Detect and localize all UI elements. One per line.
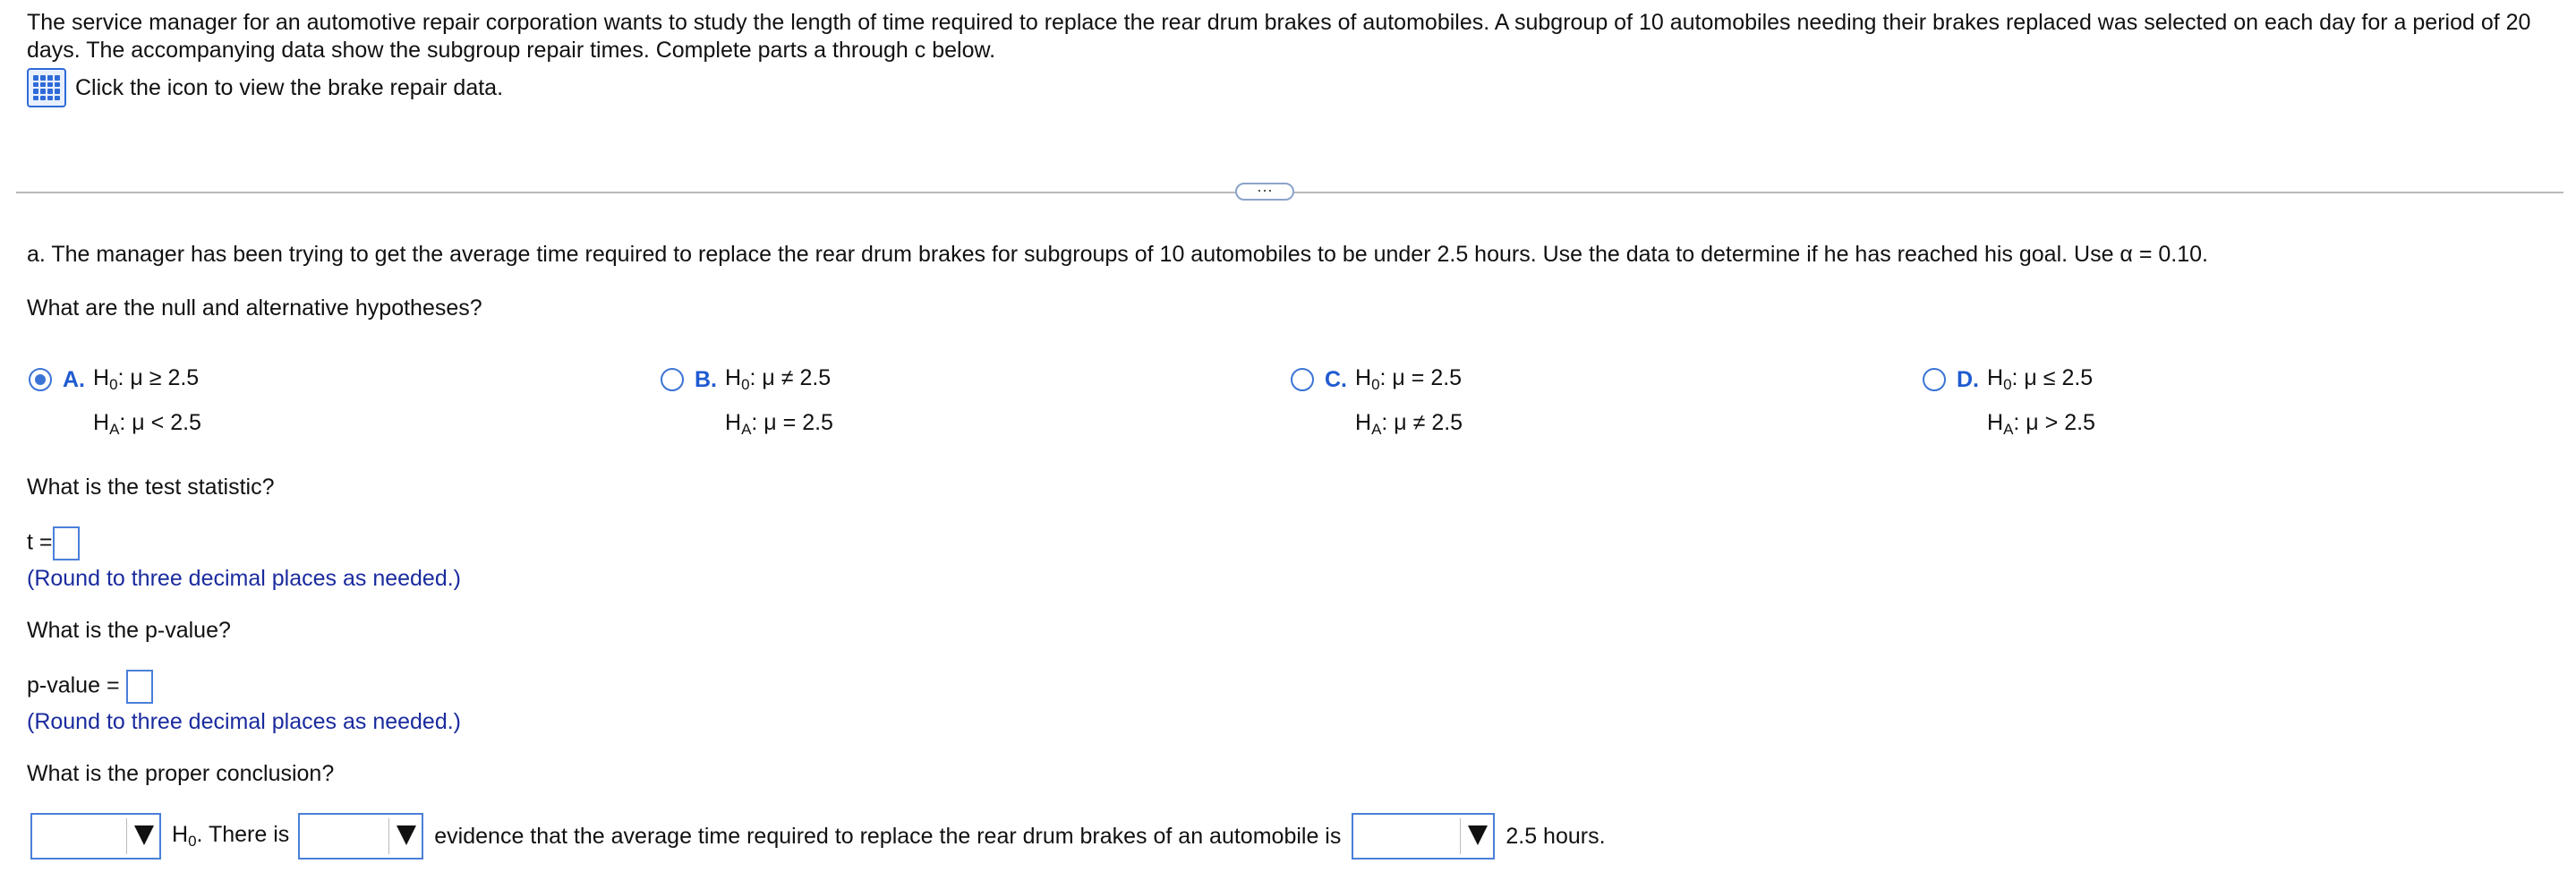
pvalue-answer-input[interactable] — [126, 670, 153, 704]
chevron-down-icon — [1468, 825, 1488, 845]
problem-intro: The service manager for an automotive repair corporation wants to study the length of time required to replace the rear drum brakes of automobiles. A subgroup of 10 automobiles needing their brakes replaced was selected on each day for a period of 20 days. The accompanying data show the subgroup repair times. Complete parts a through c below. — [27, 10, 2531, 63]
t-answer-row — [27, 526, 80, 560]
evidence-dropdown[interactable] — [298, 813, 423, 860]
option-b-h0: $H_0$: μ ≠ 2.5 — [725, 365, 832, 393]
data-link-label: Click the icon to view the brake repair data. — [75, 74, 504, 100]
chevron-down-icon — [134, 825, 154, 845]
option-d[interactable] — [1923, 367, 2095, 449]
pvalue-question: What is the p-value? — [27, 618, 231, 643]
conclusion-h0: $H_0$. There is — [172, 822, 290, 850]
conclusion-evidence-text: evidence that the average time required to replace the rear drum brakes of an automobile is — [434, 823, 1342, 849]
reject-decision-dropdown[interactable] — [30, 813, 161, 860]
option-a-radio[interactable] — [29, 368, 52, 391]
option-b-ha: $H_A$: μ = 2.5 — [725, 410, 833, 438]
option-c-ha: $H_A$: μ ≠ 2.5 — [1355, 410, 1463, 438]
hypotheses-question: What are the null and alternative hypotheses? — [27, 295, 482, 321]
option-b-radio[interactable] — [661, 368, 684, 391]
comparison-dropdown[interactable] — [1352, 813, 1495, 860]
option-d-radio[interactable] — [1923, 368, 1946, 391]
option-b-letter: B. — [695, 367, 717, 392]
conclusion-row — [30, 813, 1606, 860]
t-label: t = — [27, 529, 53, 555]
pvalue-answer-row — [27, 670, 153, 704]
data-link-row — [27, 68, 503, 107]
chevron-down-icon — [397, 825, 416, 845]
option-c-h0: $H_0$: μ = 2.5 — [1355, 365, 1463, 393]
option-c[interactable] — [1291, 367, 1463, 449]
data-table-icon[interactable] — [27, 68, 66, 107]
option-d-h0: $H_0$: μ ≤ 2.5 — [1987, 365, 2094, 393]
option-c-letter: C. — [1325, 367, 1347, 392]
option-b[interactable] — [661, 367, 833, 449]
option-a-h0: $H_0$: μ ≥ 2.5 — [93, 365, 200, 393]
t-answer-input[interactable] — [53, 526, 80, 560]
conclusion-hours-text: 2.5 hours. — [1506, 823, 1606, 849]
option-a[interactable] — [29, 367, 201, 449]
conclusion-question: What is the proper conclusion? — [27, 761, 335, 786]
test-stat-question: What is the test statistic? — [27, 475, 275, 500]
option-a-letter: A. — [63, 367, 85, 392]
option-d-letter: D. — [1957, 367, 1979, 392]
option-a-ha: $H_A$: μ < 2.5 — [93, 410, 201, 438]
option-d-ha: $H_A$: μ > 2.5 — [1987, 410, 2095, 438]
expand-more-button[interactable]: ··· — [1235, 183, 1294, 201]
pvalue-label: p-value = — [27, 672, 120, 698]
option-c-radio[interactable] — [1291, 368, 1314, 391]
t-round-hint: (Round to three decimal places as needed.) — [27, 566, 462, 591]
pvalue-round-hint: (Round to three decimal places as needed.) — [27, 709, 462, 734]
part-a-prompt: a. The manager has been trying to get the average time required to replace the rear drum brakes for subgroups of 10 automobiles to be under 2.5 hours. Use the data to determine if he has reached his goal. Use α = 0.10. — [27, 242, 2208, 267]
